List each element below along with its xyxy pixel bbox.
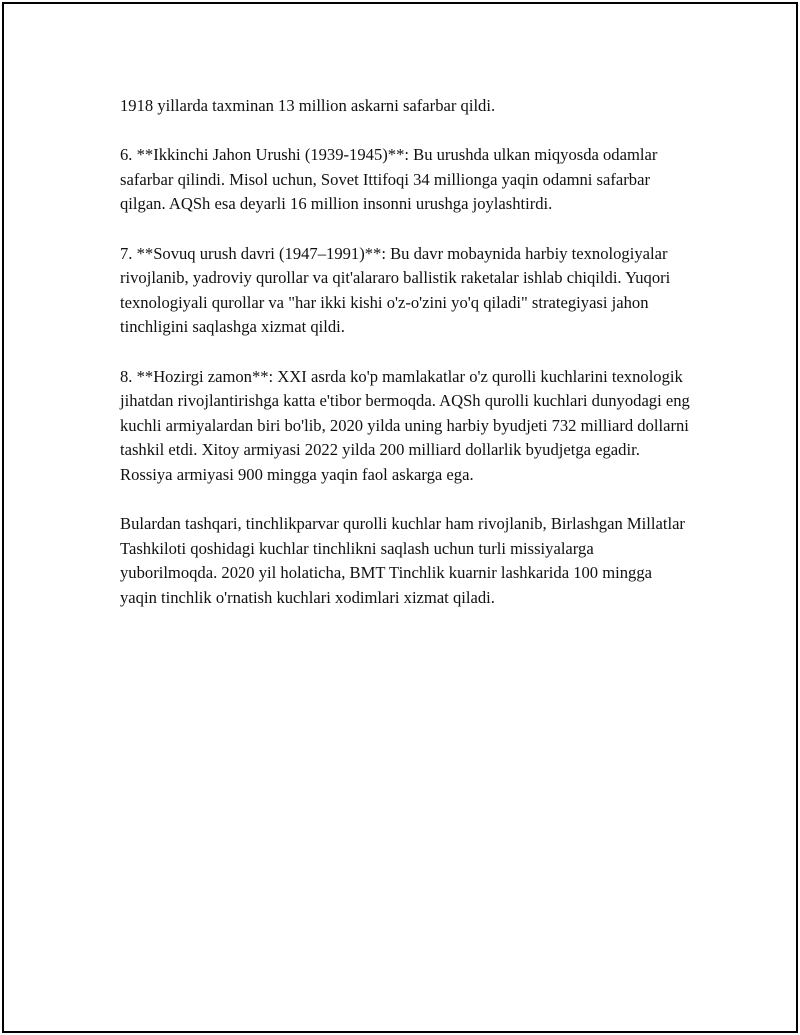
document-body — [120, 94, 690, 635]
paragraph-cold-war: 7. **Sovuq urush davri (1947–1991)**: Bu davr mobaynida harbiy texnologiyalar rivojlanib, yadroviy qurollar va qit'alararo ballistik raketalar ishlab chiqildi. Yuqori texnologiyali qurollar va "har ikki kishi o'z-o'zini yo'q qiladi" strategiyasi jahon tinchligini saqlashga xizmat qildi. — [120, 243, 671, 337]
paragraph-modern-era: 8. **Hozirgi zamon**: XXI asrda ko'p mamlakatlar o'z qurolli kuchlarini texnologik jihatdan rivojlantirishga katta e'tibor bermoqda. AQSh qurolli kuchlari dunyodagi eng kuchli armiyalardan biri bo'lib, 2020 yilda uning harbiy byudjeti 732 milliard dollarni tashkil etdi. Xitoy armiyasi 2022 yilda 200 milliard dollarlik byudjetga egadir. Rossiya armiyasi 900 mingga yaqin faol askarga ega. — [120, 366, 690, 484]
paragraph-peacekeeping: Bulardan tashqari, tinchlikparvar qurolli kuchlar ham rivojlanib, Birlashgan Millatlar Tashkiloti qoshidagi kuchlar tinchlikni saqlash uchun turli missiyalarga yuborilmoqda. 2020 yil holaticha, BMT Tinchlik kuarnir lashkarida 100 mingga yaqin tinchlik o'rnatish kuchlari xodimlari xizmat qiladi. — [120, 514, 685, 607]
paragraph-intro: 1918 yillarda taxminan 13 million askarni safarbar qildi. — [120, 96, 496, 115]
document-page — [2, 2, 798, 1033]
paragraph-ww2: 6. **Ikkinchi Jahon Urushi (1939-1945)**: Bu urushda ulkan miqyosda odamlar safarbar qilindi. Misol uchun, Sovet Ittifoqi 34 millionga yaqin odamni safarbar qilgan. AQSh esa deyarli 16 million insonni urushga joylashtirdi. — [120, 145, 658, 214]
